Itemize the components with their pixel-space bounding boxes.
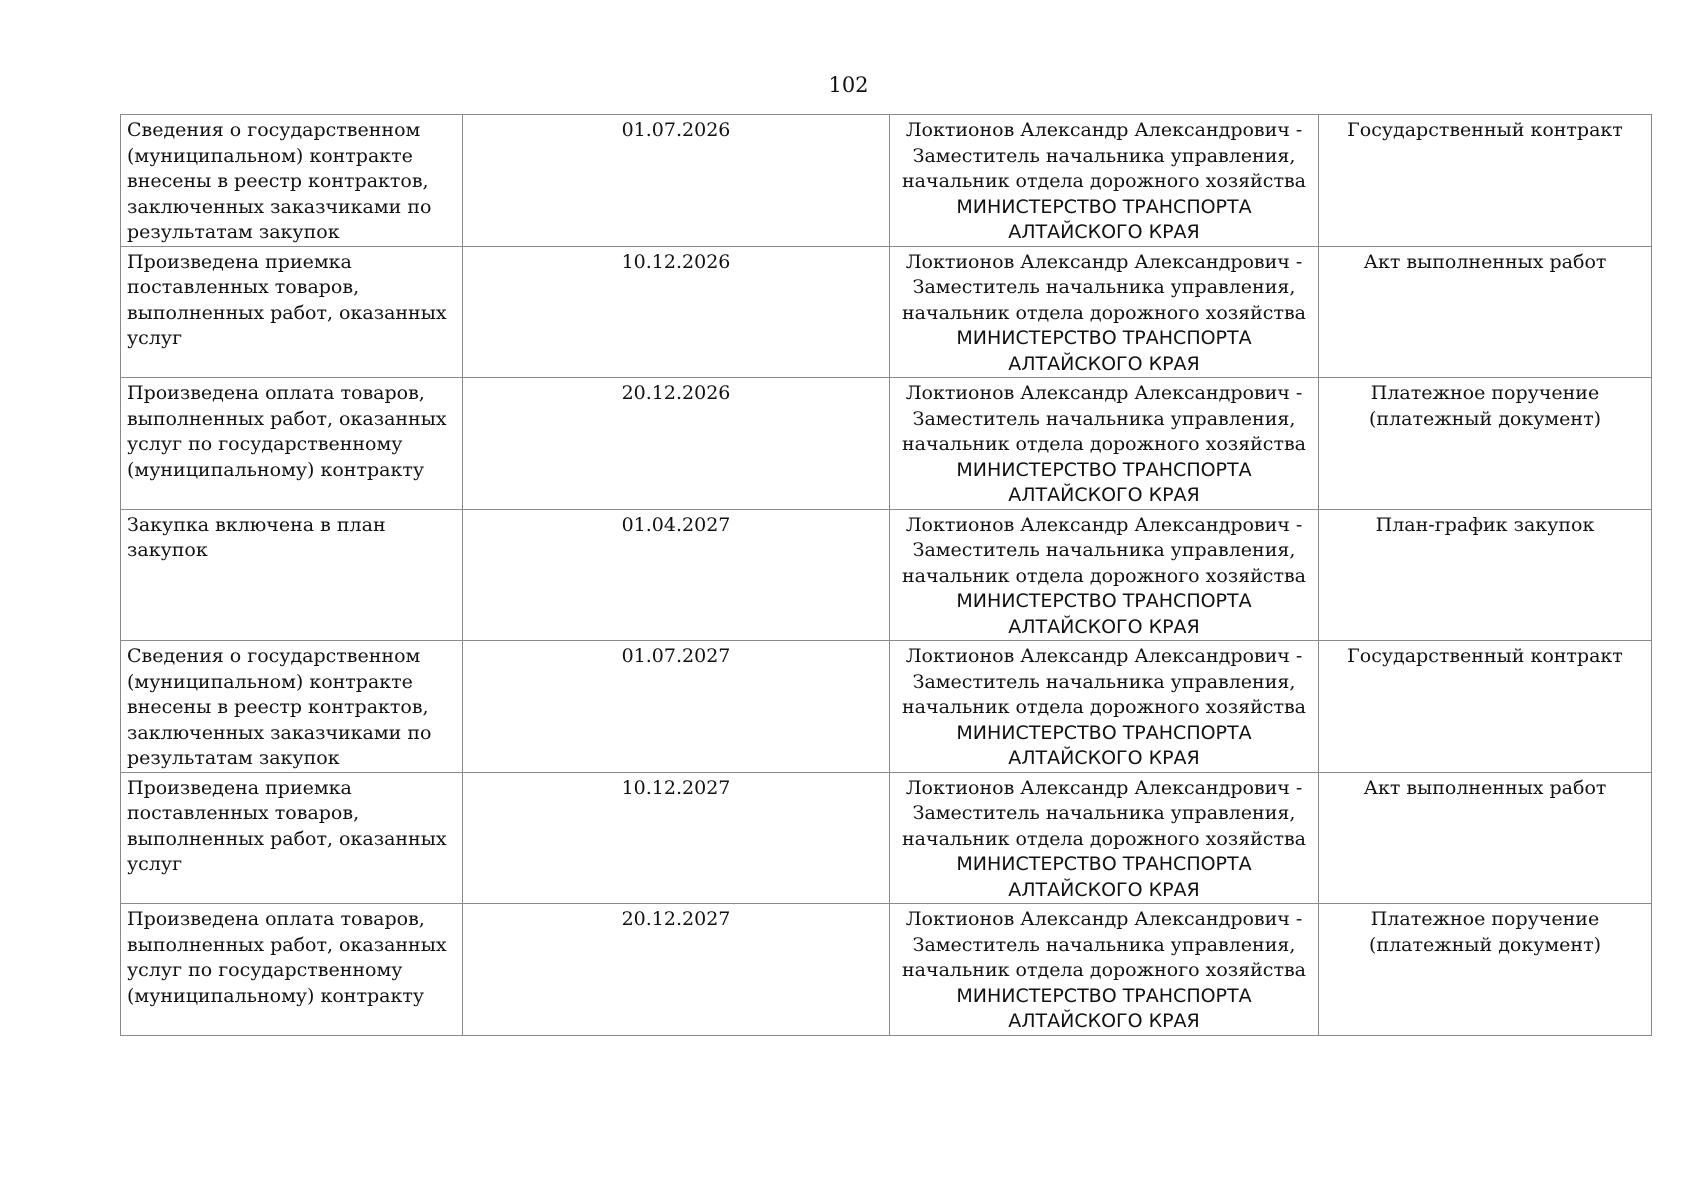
responsible-position: Заместитель начальника управления, начальник отдела дорожного хозяйства bbox=[902, 407, 1306, 455]
responsible-position: Заместитель начальника управления, начальник отдела дорожного хозяйства bbox=[902, 802, 1306, 850]
responsible-cell bbox=[890, 641, 1319, 773]
table-row bbox=[121, 115, 1652, 247]
responsible-organization: МИНИСТЕРСТВО ТРАНСПОРТА АЛТАЙСКОГО КРАЯ bbox=[956, 853, 1252, 901]
document-cell: Акт выполненных работ bbox=[1319, 772, 1652, 904]
responsible-name: Локтионов Александр Александрович - bbox=[905, 250, 1303, 273]
date-cell: 01.07.2027 bbox=[463, 641, 890, 773]
event-cell: Произведена приемка поставленных товаров, выполненных работ, оказанных услуг bbox=[121, 246, 463, 378]
document-cell: Акт выполненных работ bbox=[1319, 246, 1652, 378]
table-row bbox=[121, 641, 1652, 773]
responsible-cell bbox=[890, 509, 1319, 641]
responsible-name: Локтионов Александр Александрович - bbox=[905, 645, 1303, 667]
table-row bbox=[121, 772, 1652, 904]
event-cell: Закупка включена в план закупок bbox=[121, 509, 463, 641]
table-row bbox=[121, 904, 1652, 1036]
date-cell: 10.12.2027 bbox=[463, 772, 890, 904]
event-cell: Произведена оплата товаров, выполненных работ, оказанных услуг по государственному (муниципальному) контракту bbox=[121, 378, 463, 510]
responsible-organization: МИНИСТЕРСТВО ТРАНСПОРТА АЛТАЙСКОГО КРАЯ bbox=[956, 721, 1252, 769]
responsible-cell bbox=[890, 246, 1319, 378]
document-cell: План-график закупок bbox=[1319, 509, 1652, 641]
document-cell: Платежное поручение (платежный документ) bbox=[1319, 378, 1652, 510]
event-cell: Произведена оплата товаров, выполненных работ, оказанных услуг по государственному (муниципальному) контракту bbox=[121, 904, 463, 1036]
responsible-name: Локтионов Александр Александрович - bbox=[905, 513, 1303, 536]
date-cell: 01.04.2027 bbox=[463, 509, 890, 641]
responsible-cell bbox=[890, 378, 1319, 510]
responsible-name: Локтионов Александр Александрович - bbox=[905, 119, 1303, 141]
page-number: 102 bbox=[828, 73, 869, 97]
responsible-name: Локтионов Александр Александрович - bbox=[905, 908, 1303, 930]
responsible-cell bbox=[890, 772, 1319, 904]
document-cell: Платежное поручение (платежный документ) bbox=[1319, 904, 1652, 1036]
responsible-cell bbox=[890, 115, 1319, 247]
event-cell: Сведения о государственном (муниципальном) контракте внесены в реестр контрактов, заключенных заказчиками по результатам закупок bbox=[121, 115, 463, 247]
table-row bbox=[121, 509, 1652, 641]
date-cell: 10.12.2026 bbox=[463, 246, 890, 378]
responsible-organization: МИНИСТЕРСТВО ТРАНСПОРТА АЛТАЙСКОГО КРАЯ bbox=[956, 590, 1252, 638]
document-cell: Государственный контракт bbox=[1319, 115, 1652, 247]
event-cell: Сведения о государственном (муниципальном) контракте внесены в реестр контрактов, заключенных заказчиками по результатам закупок bbox=[121, 641, 463, 773]
responsible-cell bbox=[890, 904, 1319, 1036]
responsible-position: Заместитель начальника управления, начальник отдела дорожного хозяйства bbox=[902, 276, 1306, 324]
document-cell: Государственный контракт bbox=[1319, 641, 1652, 773]
date-cell: 20.12.2027 bbox=[463, 904, 890, 1036]
date-cell: 20.12.2026 bbox=[463, 378, 890, 510]
responsible-organization: МИНИСТЕРСТВО ТРАНСПОРТА АЛТАЙСКОГО КРАЯ bbox=[956, 984, 1252, 1032]
table-row bbox=[121, 246, 1652, 378]
table-row bbox=[121, 378, 1652, 510]
event-cell: Произведена приемка поставленных товаров, выполненных работ, оказанных услуг bbox=[121, 772, 463, 904]
responsible-organization: МИНИСТЕРСТВО ТРАНСПОРТА АЛТАЙСКОГО КРАЯ bbox=[956, 458, 1252, 506]
responsible-organization: МИНИСТЕРСТВО ТРАНСПОРТА АЛТАЙСКОГО КРАЯ bbox=[956, 327, 1252, 375]
responsible-position: Заместитель начальника управления, начальник отдела дорожного хозяйства bbox=[902, 144, 1306, 192]
responsible-position: Заместитель начальника управления, начальник отдела дорожного хозяйства bbox=[902, 933, 1306, 981]
responsible-position: Заместитель начальника управления, начальник отдела дорожного хозяйства bbox=[902, 670, 1306, 718]
responsible-organization: МИНИСТЕРСТВО ТРАНСПОРТА АЛТАЙСКОГО КРАЯ bbox=[956, 195, 1252, 243]
responsible-position: Заместитель начальника управления, начальник отдела дорожного хозяйства bbox=[902, 539, 1306, 587]
responsible-name: Локтионов Александр Александрович - bbox=[905, 382, 1303, 404]
responsible-name: Локтионов Александр Александрович - bbox=[905, 776, 1303, 799]
date-cell: 01.07.2026 bbox=[463, 115, 890, 247]
control-points-table bbox=[120, 114, 1652, 1036]
